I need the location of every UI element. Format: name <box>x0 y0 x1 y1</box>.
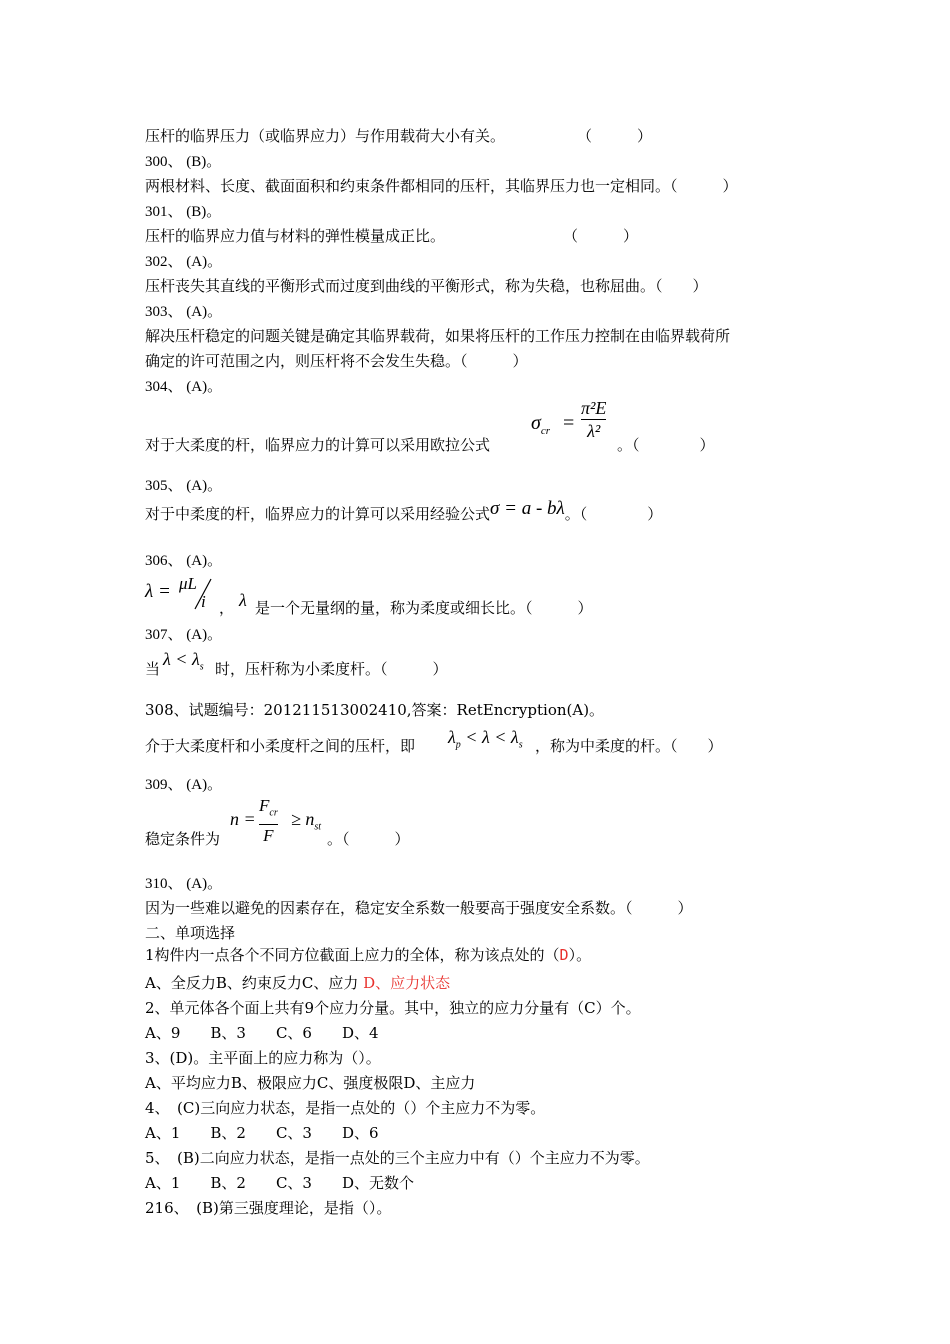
formula-i: i <box>201 592 206 611</box>
statement-text: 是一个无量纲的量，称为柔度或细长比。（ ） <box>255 599 593 617</box>
statement-text: 对于大柔度的杆，临界应力的计算可以采用欧拉公式 <box>145 436 491 454</box>
answer-line: 308、试题编号：201211513002410,答案：RetEncryption(A)。 <box>145 701 605 719</box>
statement-text: 介于大柔度杆和小柔度杆之间的压杆，即 <box>145 737 416 755</box>
answer-line: 304、 (A)。 <box>145 379 223 395</box>
statement-text: 压杆的临界压力（或临界应力）与作用载荷大小有关。 <box>145 127 506 145</box>
answer-blank: （ ） <box>577 127 653 145</box>
answer-line: 310、 (A)。 <box>145 876 223 892</box>
question-line: 3、(D)。主平面上的应力称为（）。 <box>145 1049 381 1067</box>
formula-lambda-eq: λ = <box>145 581 171 602</box>
question-line: 4、 (C)三向应力状态，是指一点处的（）个主应力不为零。 <box>145 1099 546 1117</box>
question-line: 216、 (B)第三强度理论，是指（）。 <box>145 1199 392 1217</box>
statement-text: 当 <box>145 660 161 678</box>
correct-option: D、应力状态 <box>363 974 451 992</box>
answer-blank: 。（ ） <box>327 830 410 848</box>
statement-line-empirical <box>145 498 663 523</box>
statement-line: 解决压杆稳定的问题关键是确定其临界载荷，如果将压杆的工作压力控制在由临界载荷所 <box>145 327 731 345</box>
answer-blank: （ ） <box>670 177 738 195</box>
question-line: 5、 (B)二向应力状态，是指一点处的三个主应力中有（）个主应力不为零。 <box>145 1149 650 1167</box>
options-text: A、全反力B、约束反力C、应力 <box>145 974 364 992</box>
answer-letter: D <box>559 946 569 964</box>
options-line <box>145 974 450 992</box>
statement-text: 压杆的临界应力值与材料的弹性模量成正比。 <box>145 227 446 245</box>
statement-text: 稳定条件为 <box>145 830 221 848</box>
answer-line: 305、 (A)。 <box>145 478 223 494</box>
formula-lambda-less-lambda-s: $\lambda < \lambda_s$ <box>163 649 204 673</box>
options-line: A、平均应力B、极限应力C、强度极限D、主应力 <box>145 1074 476 1092</box>
answer-blank: ，称为中柔度的杆。（ ） <box>535 737 723 755</box>
answer-line: 309、 (A)。 <box>145 777 223 793</box>
formula-n-eq: n = <box>230 809 256 829</box>
statement-line <box>145 227 638 245</box>
answer-blank: 。（ ） <box>564 505 663 523</box>
statement-line: 因为一些难以避免的因素存在，稳定安全系数一般要高于强度安全系数。（ ） <box>145 899 693 917</box>
formula-geq-nst: ≥ $n_{st}$ <box>291 809 322 833</box>
formula-lambda-range: $\lambda_p < \lambda < \lambda_s$ <box>448 727 523 751</box>
answer-line: 307、 (A)。 <box>145 627 223 643</box>
statement-line: 确定的许可范围之内，则压杆将不会发生失稳。（ ） <box>145 352 528 370</box>
question-text-end: ）。 <box>568 946 592 964</box>
formula-empirical: σ = a - bλ <box>490 498 565 519</box>
answer-line: 306、 (A)。 <box>145 553 223 569</box>
section-heading: 二、单项选择 <box>145 924 236 942</box>
options-line: A、9 B、3 C、6 D、4 <box>145 1024 379 1042</box>
statement-line: 压杆丧失其直线的平衡形式而过度到曲线的平衡形式，称为失稳，也称屈曲。（ ） <box>145 277 708 295</box>
answer-line: 303、 (A)。 <box>145 304 223 320</box>
answer-line: 302、 (A)。 <box>145 254 223 270</box>
statement-line <box>145 127 652 145</box>
answer-line: 300、 (B)。 <box>145 154 222 170</box>
answer-blank: 。（ ） <box>617 436 715 454</box>
question-line: 2、单元体各个面上共有9个应力分量。其中，独立的应力分量有（C）个。 <box>145 999 641 1017</box>
statement-text: 两根材料、长度、截面面积和约束条件都相同的压杆，其临界压力也一定相同。 <box>145 177 671 195</box>
formula-sigma-cr: $\sigma_{cr}$ <box>531 412 551 437</box>
formula-lambda: λ <box>239 590 247 610</box>
comma: ， <box>219 599 235 617</box>
statement-line <box>145 177 738 195</box>
formula-stability-fraction: $F_{cr}$ F <box>259 796 278 846</box>
options-line: A、1 B、2 C、3 D、6 <box>145 1124 379 1142</box>
formula-equals: = <box>563 412 575 434</box>
statement-text: 时，压杆称为小柔度杆。（ ） <box>215 660 448 678</box>
answer-blank: （ ） <box>563 227 639 245</box>
options-line: A、1 B、2 C、3 D、无数个 <box>145 1174 414 1192</box>
question-text: 1构件内一点各个不同方位截面上应力的全体，称为该点处的（ <box>145 946 560 964</box>
answer-line: 301、 (B)。 <box>145 204 222 220</box>
formula-mu-l: μL <box>179 574 197 593</box>
question-line <box>145 946 591 964</box>
formula-euler-fraction: π²E λ² <box>581 398 607 441</box>
statement-text: 对于中柔度的杆，临界应力的计算可以采用经验公式 <box>145 505 491 523</box>
